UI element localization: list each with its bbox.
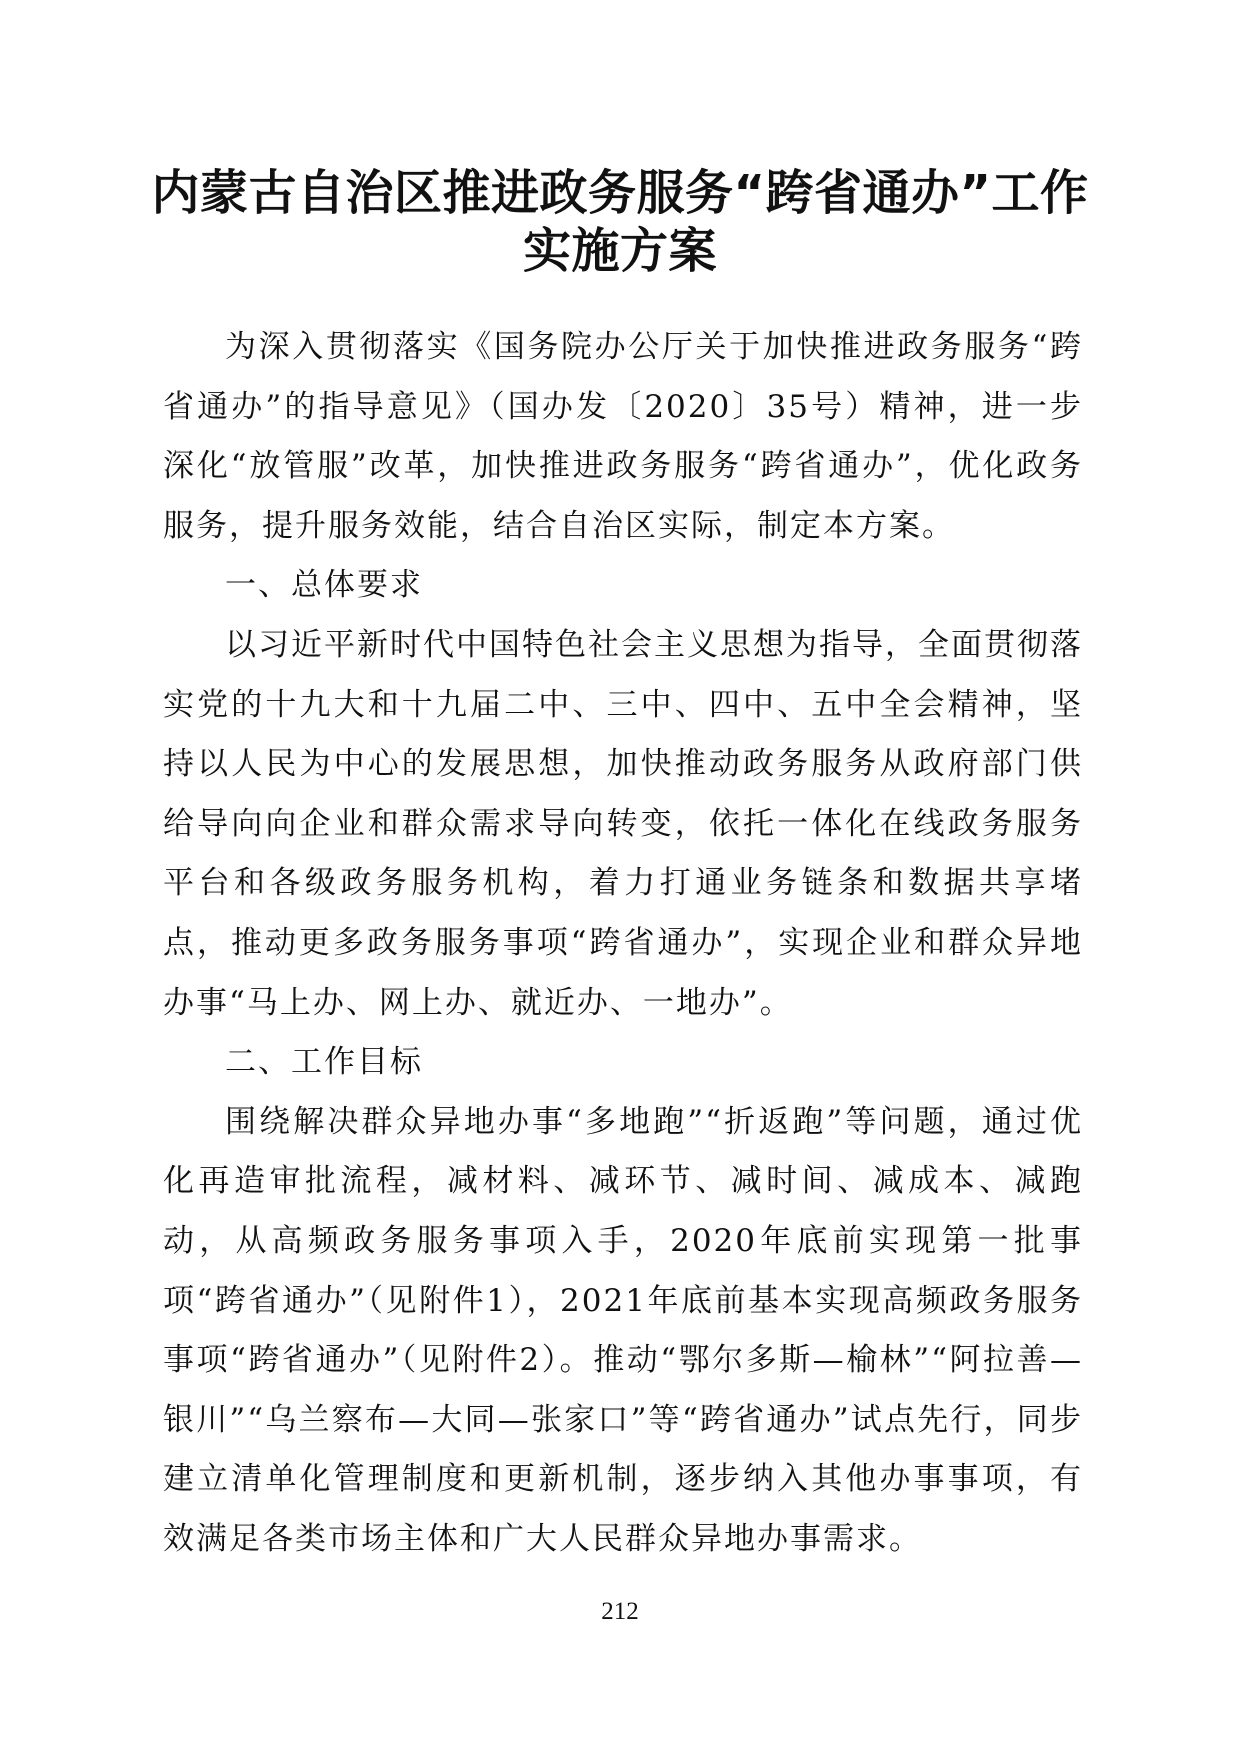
document-body bbox=[163, 318, 1083, 1569]
page-number: 212 bbox=[601, 1598, 639, 1625]
section-heading-general-requirements: 一、总体要求 bbox=[225, 567, 423, 604]
work-goals-paragraph: 围绕解决群众异地办事“多地跑”“折返跑”等问题，通过优化再造审批流程，减材料、减环节、减时间、减成本、减跑动，从高频政务服务事项入手，2020年底前实现第一批事项“跨省通办”（见附件1），2021年底前基本实现高频政务服务事项“跨省通办”（见附件2）。推动“鄂尔多斯—榆林”“阿拉善—银川”“乌兰察布—大同—张家口”等“跨省通办”试点先行，同步建立清单化管理制度和更新机制，逐步纳入其他办事事项，有效满足各类市场主体和广大人民群众异地办事需求。 bbox=[163, 1103, 1083, 1557]
section-heading-work-goals: 二、工作目标 bbox=[225, 1044, 423, 1081]
document-title-line-2: 实施方案 bbox=[522, 223, 717, 279]
general-requirements-paragraph: 以习近平新时代中国特色社会主义思想为指导，全面贯彻落实党的十九大和十九届二中、三中、四中、五中全会精神，坚持以人民为中心的发展思想，加快推动政务服务从政府部门供给导向向企业和群众需求导向转变，依托一体化在线政务服务平台和各级政务服务机构，着力打通业务链条和数据共享堵点，推动更多政务服务事项“跨省通办”，实现企业和群众异地办事“马上办、网上办、就近办、一地办”。 bbox=[163, 626, 1083, 1021]
intro-paragraph: 为深入贯彻落实《国务院办公厅关于加快推进政务服务“跨省通办”的指导意见》（国办发〔2020〕35号）精神，进一步深化“放管服”改革，加快推进政务服务“跨省通办”，优化政务服务，提升服务效能，结合自治区实际，制定本方案。 bbox=[163, 329, 1083, 544]
document-title-line-1: 内蒙古自治区推进政务服务“跨省通办”工作 bbox=[151, 165, 1089, 221]
